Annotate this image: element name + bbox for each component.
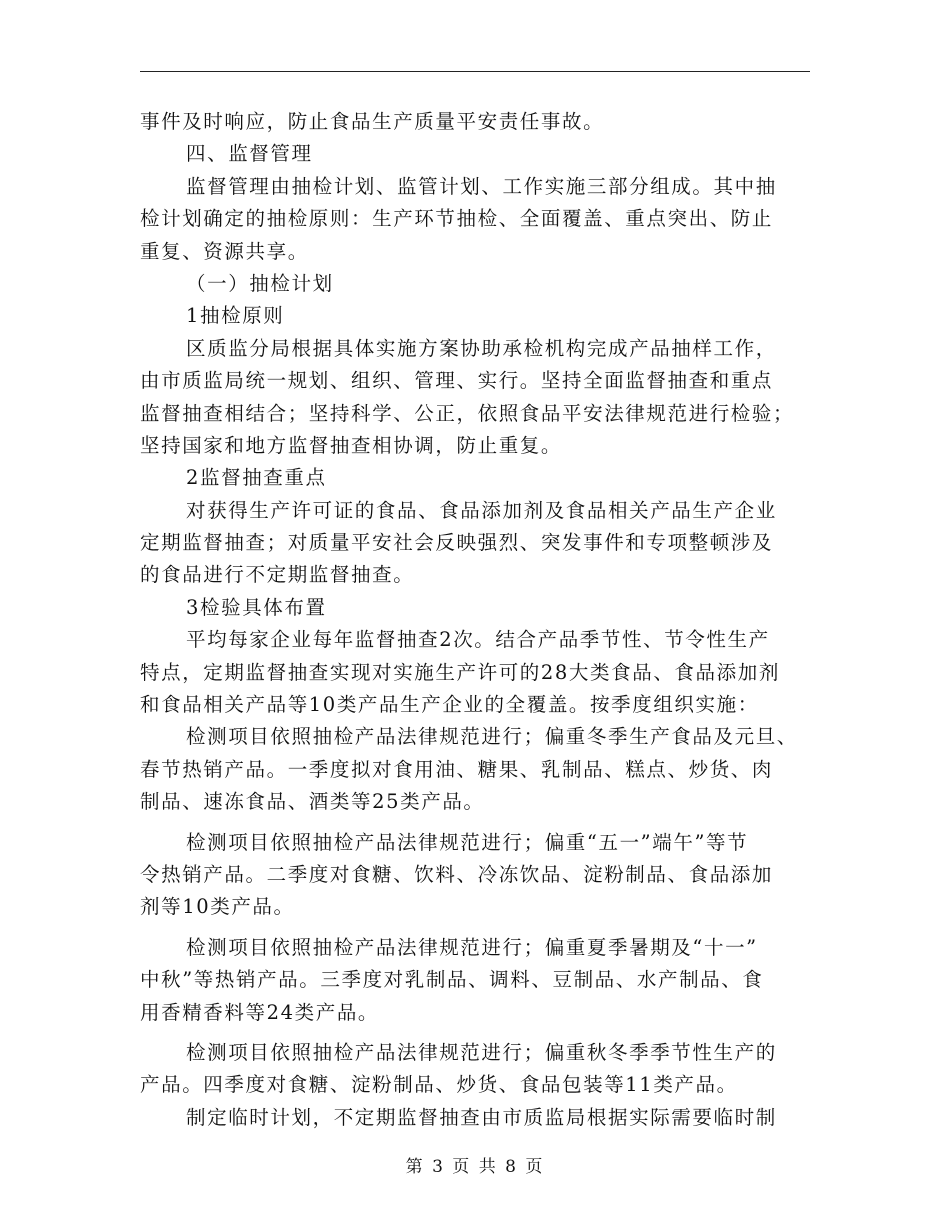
text-line: 检测项目依照抽检产品法律规范进行；偏重夏季暑期及“十一” bbox=[186, 935, 758, 959]
document-body bbox=[140, 106, 810, 1134]
text-line: （一）抽检计划 bbox=[186, 271, 334, 295]
text-line: 和食品相关产品等10类产品生产企业的全覆盖。按季度组织实施： bbox=[140, 693, 759, 717]
text-line: 平均每家企业每年监督抽查2次。结合产品季节性、节令性生产 bbox=[186, 628, 770, 652]
text-line: 检测项目依照抽检产品法律规范进行；偏重秋冬季季节性生产的 bbox=[186, 1040, 777, 1064]
text-line: 由市质监局统一规划、组织、管理、实行。坚持全面监督抽查和重点 bbox=[140, 369, 774, 393]
text-line: 制品、速冻食品、酒类等25类产品。 bbox=[140, 790, 485, 814]
text-line: 四、监督管理 bbox=[186, 142, 313, 166]
text-line: 的食品进行不定期监督抽查。 bbox=[140, 563, 415, 587]
text-line: 检计划确定的抽检原则：生产环节抽检、全面覆盖、重点突出、防止 bbox=[140, 207, 774, 231]
text-line: 产品。四季度对食糖、淀粉制品、炒货、食品包装等11类产品。 bbox=[140, 1073, 738, 1097]
text-line: 特点，定期监督抽查实现对实施生产许可的28大类食品、食品添加剂 bbox=[140, 660, 780, 684]
text-line: 区质监分局根据具体实施方案协助承检机构完成产品抽样工作， bbox=[186, 336, 777, 360]
text-line: 用香精香料等24类产品。 bbox=[140, 1000, 380, 1024]
text-line: 重复、资源共享。 bbox=[140, 239, 309, 263]
text-line: 监督管理由抽检计划、监管计划、工作实施三部分组成。其中抽 bbox=[186, 174, 777, 198]
text-line: 剂等10类产品。 bbox=[140, 895, 295, 919]
text-line: 春节热销产品。一季度拟对食用油、糖果、乳制品、糕点、炒货、肉 bbox=[140, 757, 774, 781]
text-line: 定期监督抽查；对质量平安社会反映强烈、突发事件和专项整顿涉及 bbox=[140, 531, 774, 555]
text-line: 1抽检原则 bbox=[186, 304, 285, 328]
text-line: 制定临时计划，不定期监督抽查由市质监局根据实际需要临时制 bbox=[186, 1105, 777, 1129]
text-line: 3检验具体布置 bbox=[186, 595, 327, 619]
text-line: 检测项目依照抽检产品法律规范进行；偏重冬季生产食品及元旦、 bbox=[186, 725, 798, 749]
text-line: 令热销产品。二季度对食糖、饮料、冷冻饮品、淀粉制品、食品添加 bbox=[140, 862, 774, 886]
text-line: 中秋”等热销产品。三季度对乳制品、调料、豆制品、水产制品、食 bbox=[140, 968, 764, 992]
text-line: 2监督抽查重点 bbox=[186, 466, 327, 490]
text-line: 坚持国家和地方监督抽查相协调，防止重复。 bbox=[140, 433, 563, 457]
text-line: 监督抽查相结合；坚持科学、公正，依照食品平安法律规范进行检验； bbox=[140, 401, 795, 425]
text-line: 事件及时响应，防止食品生产质量平安责任事故。 bbox=[140, 110, 605, 133]
header-rule bbox=[140, 71, 810, 72]
page-footer: 第 3 页 共 8 页 bbox=[405, 1157, 545, 1177]
text-line: 检测项目依照抽检产品法律规范进行；偏重“五一”端午”等节 bbox=[186, 830, 749, 854]
text-line: 对获得生产许可证的食品、食品添加剂及食品相关产品生产企业 bbox=[186, 498, 777, 522]
